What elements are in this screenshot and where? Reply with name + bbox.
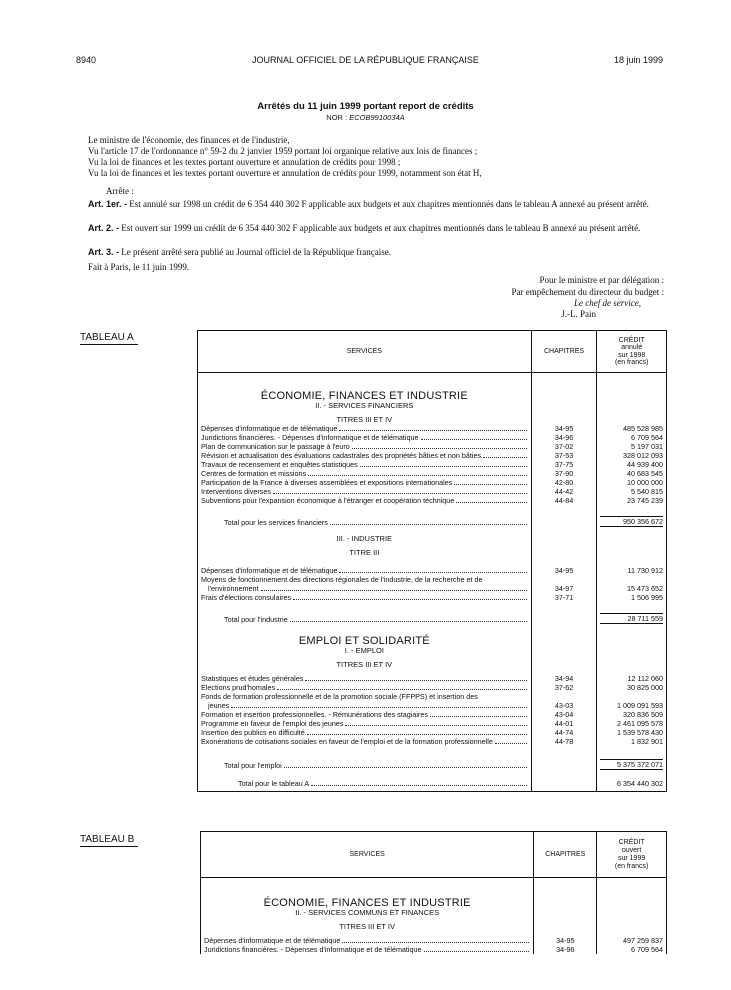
intro-line: Vu la loi de finances et les textes portant ouverture et annulation de crédits pour 1998 ; xyxy=(88,157,401,167)
row-chapter: 42-80 xyxy=(531,478,597,487)
department-heading: EMPLOI ET SOLIDARITÉ xyxy=(198,624,532,646)
row-label: Travaux de recensement et enquêtes statistiques xyxy=(201,459,358,469)
table-row xyxy=(198,487,667,496)
signature-line: Par empêchement du directeur du budget : xyxy=(511,287,664,297)
row-label: Moyens de fonctionnement des directions régionales de l'industrie, de la recherche et de xyxy=(201,574,483,584)
publication-date: 18 juin 1999 xyxy=(613,55,663,65)
signatory-name: J.-L. Pain xyxy=(561,309,596,319)
credit-header-line: (en francs) xyxy=(614,862,649,870)
row-label: Dépenses d'informatique et de télématique xyxy=(201,565,338,575)
signature-line: Le chef de service, xyxy=(574,298,641,308)
table-row xyxy=(198,442,667,451)
row-chapter: 37-62 xyxy=(531,683,597,692)
row-chapter: 43-04 xyxy=(531,710,597,719)
row-label: Frais d'élections consulaires xyxy=(201,592,292,602)
section-heading: II. - SERVICES COMMUNS ET FINANCES xyxy=(201,908,534,917)
table-row xyxy=(201,931,667,945)
section-heading: III. - INDUSTRIE xyxy=(198,527,532,543)
row-amount: 5 540 815 xyxy=(597,487,667,496)
done-at: Fait à Paris, le 11 juin 1999. xyxy=(88,262,190,272)
row-chapter: 44-74 xyxy=(531,728,597,737)
table-row xyxy=(198,710,667,719)
row-amount: 1 506 995 xyxy=(597,593,667,602)
row-label: Interventions diverses xyxy=(201,486,271,496)
subtotal-row xyxy=(198,505,667,527)
article-1 xyxy=(88,199,668,210)
row-amount: 2 461 095 578 xyxy=(597,719,667,728)
row-chapter: 43-03 xyxy=(531,692,597,710)
row-label: Elections prud'homales xyxy=(201,682,276,692)
row-chapter: 44-42 xyxy=(531,487,597,496)
journal-title: JOURNAL OFFICIEL DE LA RÉPUBLIQUE FRANÇAISE xyxy=(252,55,479,65)
arrete: Arrête : xyxy=(106,186,134,196)
col-services-header: SERVICES xyxy=(198,331,532,373)
row-label-cont: l'environnement xyxy=(208,583,259,593)
row-amount: 11 730 912 xyxy=(597,557,667,575)
article-2 xyxy=(88,223,668,234)
table-row xyxy=(198,424,667,433)
table-b xyxy=(200,831,667,954)
article-text: Le présent arrêté sera publié au Journal officiel de la République française. xyxy=(121,247,391,257)
row-chapter: 44-84 xyxy=(531,496,597,505)
row-amount: 44 939 400 xyxy=(597,460,667,469)
row-amount: 30 825 000 xyxy=(597,683,667,692)
titres-heading: TITRES III ET IV xyxy=(198,655,532,669)
table-row xyxy=(198,478,667,487)
row-chapter: 34-94 xyxy=(531,669,597,683)
titres-heading: TITRES III ET IV xyxy=(201,917,534,931)
credit-header-line: sur 1998 xyxy=(618,351,646,359)
row-label: Formation et insertion professionnelles. - Rémunérations des stagiaires xyxy=(201,709,428,719)
decree-title: Arrêtés du 11 juin 1999 portant report de crédits xyxy=(257,101,474,112)
row-amount: 6 709 564 xyxy=(597,433,667,442)
row-chapter: 34-96 xyxy=(534,945,597,954)
row-amount: 320 836 509 xyxy=(597,710,667,719)
subtotal-amount: 950 356 672 xyxy=(600,516,663,527)
titres-heading: TITRES III ET IV xyxy=(198,410,532,424)
section-heading: I. - EMPLOI xyxy=(198,646,532,655)
row-chapter: 34-96 xyxy=(531,433,597,442)
col-credit-header xyxy=(597,331,667,373)
row-amount: 1 832 901 xyxy=(597,737,667,746)
nor-label: NOR : xyxy=(326,113,348,122)
row-chapter: 34-95 xyxy=(534,931,597,945)
row-label: Participation de la France à diverses assemblées et expositions internationales xyxy=(201,477,453,487)
row-label: Programme en faveur de l'emploi des jeunes xyxy=(201,718,344,728)
row-amount: 1 009 091 593 xyxy=(597,692,667,710)
row-chapter: 37-90 xyxy=(531,469,597,478)
row-amount: 40 683 545 xyxy=(597,469,667,478)
nor-reference xyxy=(0,113,731,122)
page-number: 8940 xyxy=(76,55,97,65)
credit-header-line: (en francs) xyxy=(614,359,649,366)
row-label: Centres de formation et missions xyxy=(201,468,307,478)
article-label: Art. 3. - xyxy=(88,247,120,257)
table-row xyxy=(198,683,667,692)
table-row xyxy=(198,737,667,746)
row-label: Statistiques et études générales xyxy=(201,673,304,683)
intro-line: Vu l'article 17 de l'ordonnance n° 59-2 du 2 janvier 1959 portant loi organique relative aux lois de finances ; xyxy=(88,146,478,156)
row-label: Fonds de formation professionnelle et de la promotion sociale (FFPPS) et insertion des xyxy=(201,691,478,701)
table-row xyxy=(198,669,667,683)
table-b-caption: TABLEAU B xyxy=(80,834,138,847)
row-label: Subventions pour l'expansion économique à l'étranger et coopération technique xyxy=(201,495,455,505)
col-chapitres-header: CHAPITRES xyxy=(534,832,597,878)
subtotal-label: Total pour l'industrie xyxy=(224,614,288,624)
signature-line: Pour le ministre et par délégation : xyxy=(539,275,664,285)
row-amount: 328 012 093 xyxy=(597,451,667,460)
subtotal-label: Total pour l'emploi xyxy=(224,760,282,770)
row-label: Juridictions financières. - Dépenses d'informatique et de télématique xyxy=(204,944,422,954)
table-row xyxy=(198,575,667,593)
row-label: Révision et actualisation des évaluations cadastrales des propriétés bâties et non bâties xyxy=(201,450,482,460)
table-row xyxy=(198,460,667,469)
row-amount: 1 539 578 430 xyxy=(597,728,667,737)
table-row xyxy=(198,451,667,460)
subtotal-amount: 28 711 559 xyxy=(600,613,663,624)
row-chapter: 44-01 xyxy=(531,719,597,728)
article-text: Est annulé sur 1998 un crédit de 6 354 440 302 F applicable aux budgets et aux chapitres mentionnés dans le tableau A annexé au présent arrêté. xyxy=(129,199,649,209)
row-chapter: 34-95 xyxy=(531,424,597,433)
row-amount: 23 745 239 xyxy=(597,496,667,505)
intro-line: Le ministre de l'économie, des finances et de l'industrie, xyxy=(88,135,290,145)
row-label: Plan de communication sur le passage à l'euro xyxy=(201,441,350,451)
row-label: Exonérations de cotisations sociales en faveur de l'emploi et de la formation professionnelle xyxy=(201,736,493,746)
col-credit-header xyxy=(597,832,667,878)
article-3 xyxy=(88,247,668,258)
row-chapter: 37-71 xyxy=(531,593,597,602)
grand-total-row xyxy=(198,770,667,792)
credit-header-line: CRÉDIT xyxy=(618,838,645,846)
table-row xyxy=(198,557,667,575)
row-amount: 10 000 000 xyxy=(597,478,667,487)
row-label: Dépenses d'informatique et de télématique xyxy=(204,935,341,945)
table-row xyxy=(198,433,667,442)
titres-heading: TITRE III xyxy=(198,543,532,557)
row-chapter: 34-95 xyxy=(531,557,597,575)
table-row xyxy=(201,945,667,954)
table-row xyxy=(198,469,667,478)
table-a xyxy=(197,330,667,792)
credit-header-line: ouvert xyxy=(621,846,642,854)
article-text: Est ouvert sur 1999 un crédit de 6 354 440 302 F applicable aux budgets et aux chapitres mentionnés dans le tableau B annexé au présent arrêté. xyxy=(121,223,641,233)
row-amount: 485 528 985 xyxy=(597,424,667,433)
table-row xyxy=(198,593,667,602)
col-services-header: SERVICES xyxy=(201,832,534,878)
article-label: Art. 2. - xyxy=(88,223,120,233)
credit-header-line: annulé xyxy=(621,344,643,351)
row-chapter: 37-75 xyxy=(531,460,597,469)
section-heading: II. - SERVICES FINANCIERS xyxy=(198,401,532,410)
article-label: Art. 1er. - xyxy=(88,199,128,209)
row-label: Juridictions financières. - Dépenses d'informatique et de télématique xyxy=(201,432,419,442)
row-chapter: 34-97 xyxy=(531,575,597,593)
table-row xyxy=(198,728,667,737)
grand-total-amount: 6 354 440 302 xyxy=(597,770,667,792)
department-heading: ÉCONOMIE, FINANCES ET INDUSTRIE xyxy=(201,878,534,908)
subtotal-row xyxy=(198,602,667,624)
row-amount: 6 709 564 xyxy=(597,945,667,954)
row-chapter: 44-78 xyxy=(531,737,597,746)
row-label: Insertion des publics en difficulté xyxy=(201,727,305,737)
subtotal-label: Total pour les services financiers xyxy=(224,517,328,527)
table-row xyxy=(198,719,667,728)
table-row xyxy=(198,692,667,710)
nor-code: ECOB9910034A xyxy=(349,113,405,122)
row-label: Dépenses d'informatique et de télématique xyxy=(201,423,338,433)
credit-header-line: sur 1999 xyxy=(617,854,646,862)
row-chapter: 37-53 xyxy=(531,451,597,460)
table-a-caption: TABLEAU A xyxy=(80,332,138,345)
col-chapitres-header: CHAPITRES xyxy=(531,331,597,373)
row-amount: 15 473 652 xyxy=(597,575,667,593)
table-row xyxy=(198,496,667,505)
row-amount: 5 197 031 xyxy=(597,442,667,451)
subtotal-row xyxy=(198,746,667,770)
credit-header-line: CRÉDIT xyxy=(618,336,645,344)
row-amount: 497 259 837 xyxy=(597,931,667,945)
row-chapter: 37-02 xyxy=(531,442,597,451)
subtotal-amount: 5 375 372 071 xyxy=(600,759,663,770)
grand-total-label: Total pour le tableau A xyxy=(238,779,310,788)
row-amount: 12 112 060 xyxy=(597,669,667,683)
department-heading: ÉCONOMIE, FINANCES ET INDUSTRIE xyxy=(198,373,532,401)
row-label-cont: jeunes xyxy=(208,700,230,710)
intro-line: Vu la loi de finances et les textes portant ouverture et annulation de crédits pour 1999, notamment son état H, xyxy=(88,168,482,178)
